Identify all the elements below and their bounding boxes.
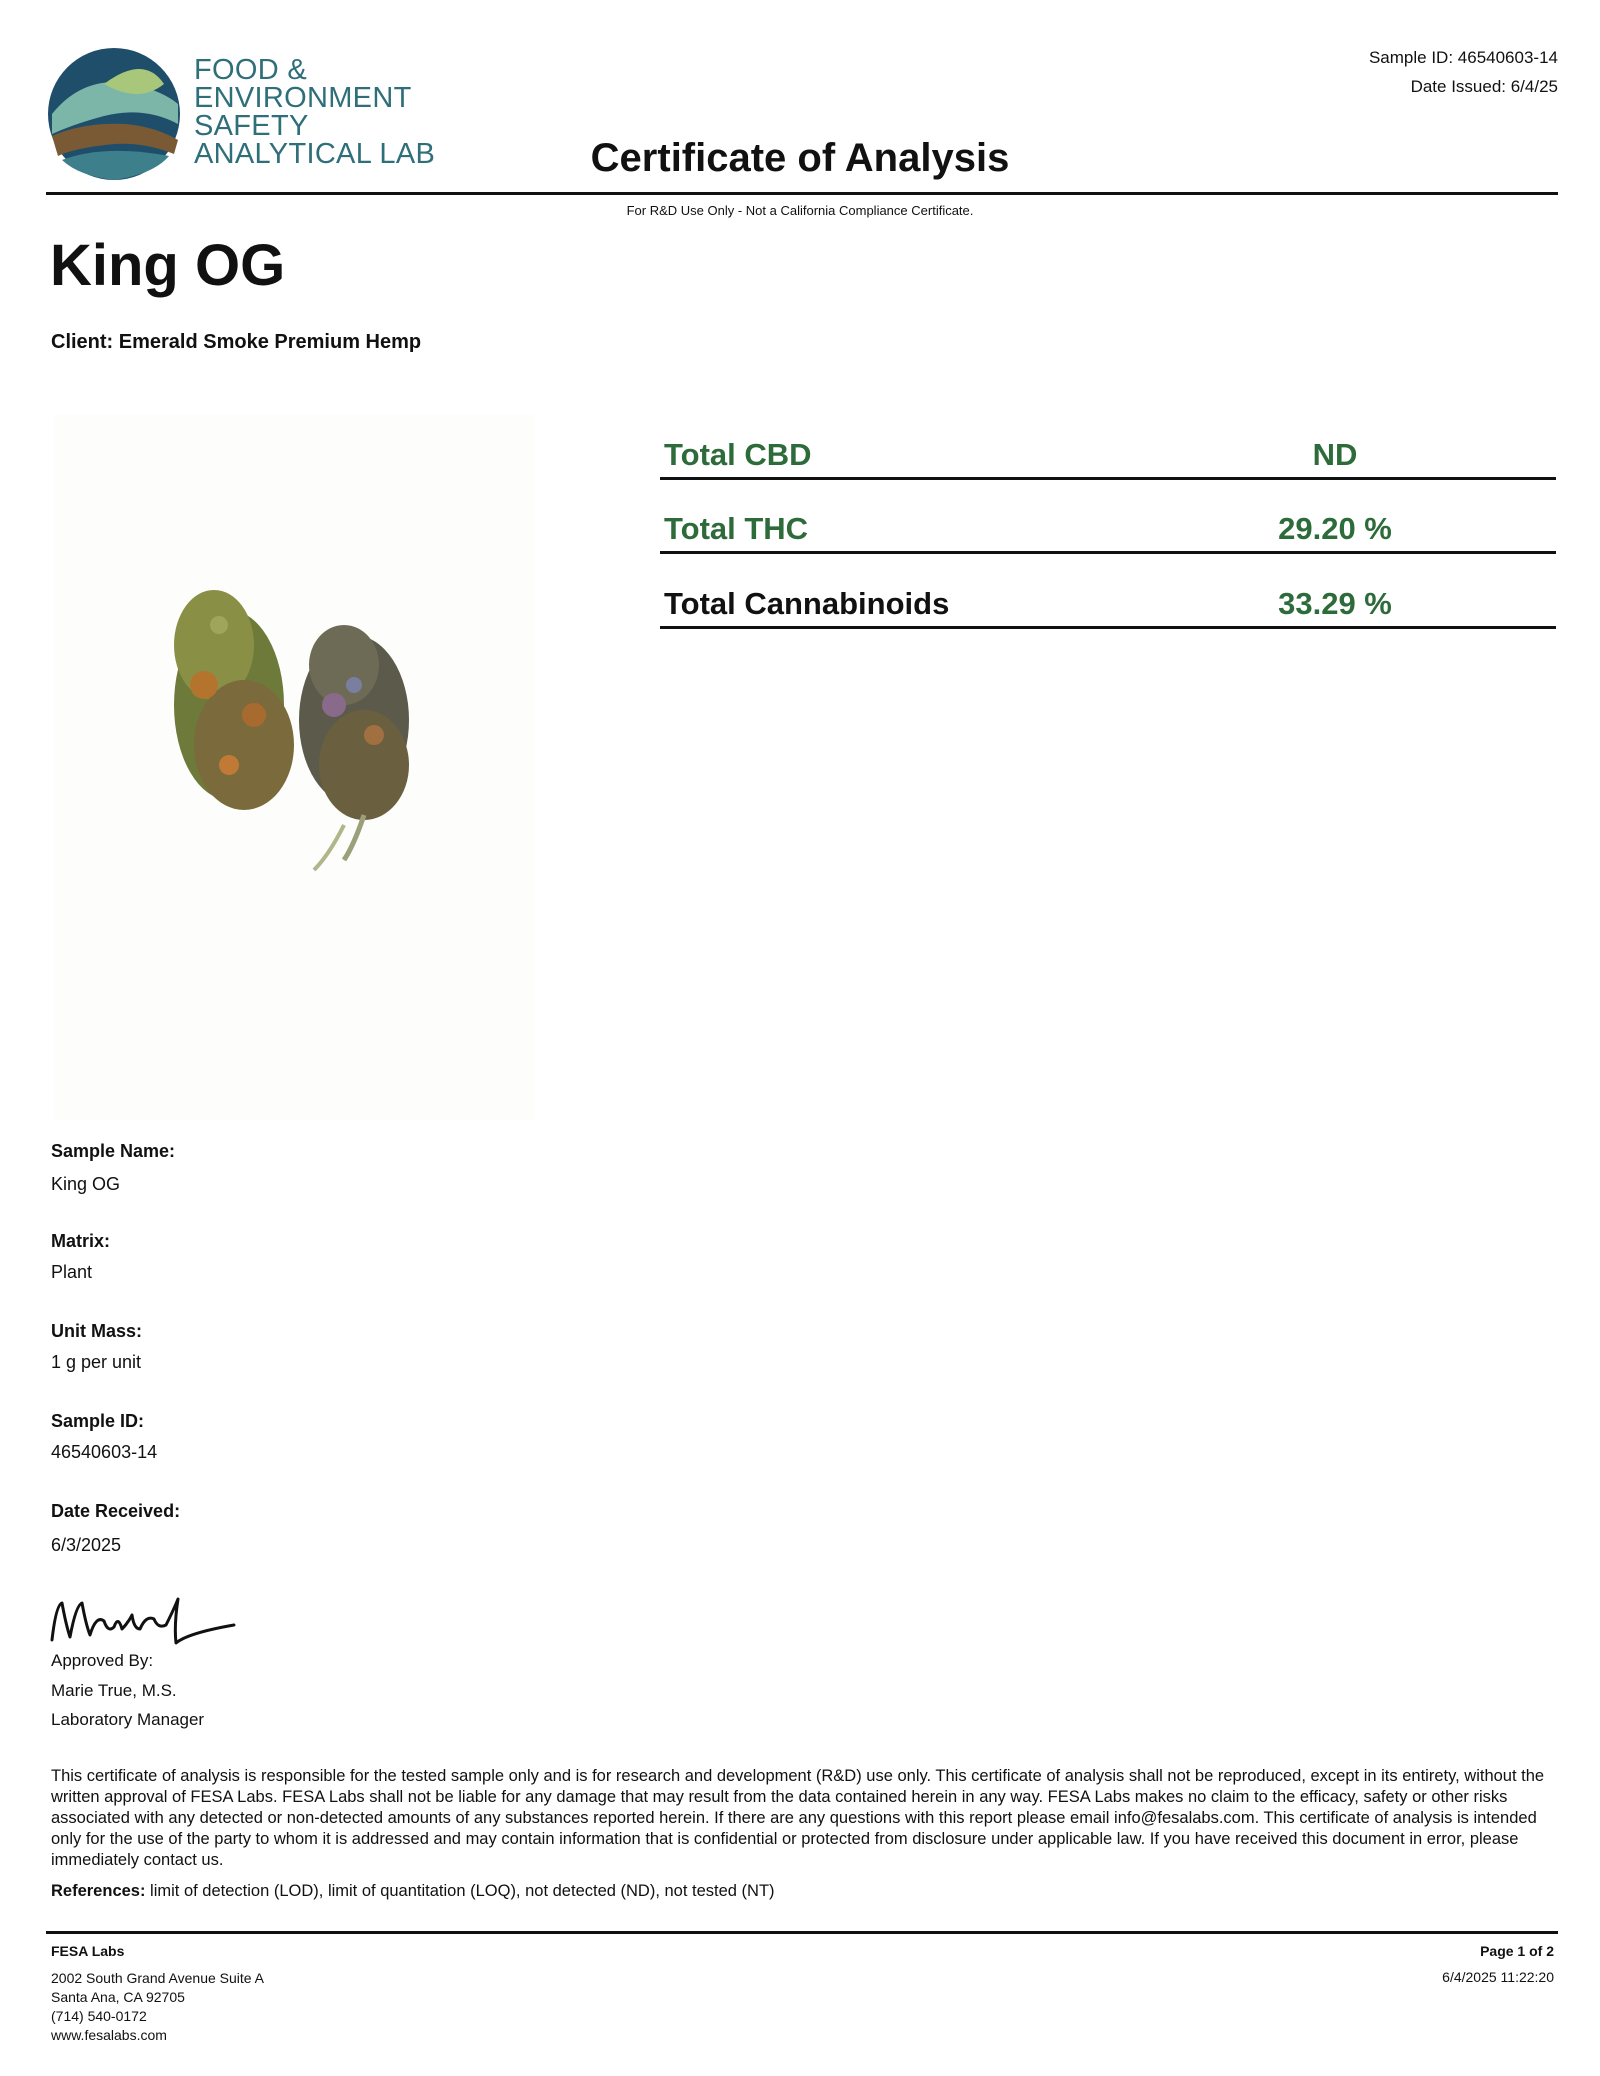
footer-company: FESA Labs: [51, 1943, 125, 1959]
detail-label-sample-id: Sample ID:: [51, 1411, 145, 1431]
summary-label: Total CBD: [664, 437, 812, 472]
approver-title: Laboratory Manager: [51, 1710, 205, 1729]
product-photo: [54, 415, 534, 1120]
references-text: limit of detection (LOD), limit of quantitation (LOQ), not detected (ND), not tested (NT): [145, 1882, 775, 1900]
footer-address-line: 2002 South Grand Avenue Suite A: [51, 1970, 265, 1986]
logo-line-1: FOOD &: [194, 54, 307, 86]
page-number: Page 1 of 2: [1480, 1943, 1554, 1959]
summary-row-total-thc: [660, 477, 1556, 554]
footer-address: [51, 1969, 264, 2045]
approved-by-label: Approved By:: [51, 1651, 154, 1670]
signature-mark: [48, 1585, 238, 1655]
summary-value: 33.29 %: [1278, 586, 1392, 621]
detail-value-matrix: Plant: [51, 1262, 93, 1282]
summary-value: ND: [1312, 437, 1358, 472]
footer-timestamp: 6/4/2025 11:22:20: [1442, 1969, 1554, 1985]
footer-website-link[interactable]: www.fesalabs.com: [51, 2027, 167, 2043]
header-date-issued: Date Issued: 6/4/25: [1410, 77, 1558, 96]
rd-disclaimer: For R&D Use Only - Not a California Compliance Certificate.: [626, 203, 974, 218]
detail-value-sample-id: 46540603-14: [51, 1442, 158, 1462]
detail-label-sample-name: Sample Name:: [51, 1141, 176, 1161]
references-line: [51, 1882, 775, 1901]
header-divider: [46, 192, 1558, 195]
page-title: Certificate of Analysis: [590, 136, 1010, 180]
detail-label-unit-mass: Unit Mass:: [51, 1321, 143, 1341]
client-name: Client: Emerald Smoke Premium Hemp: [51, 331, 422, 353]
product-title: King OG: [50, 233, 286, 298]
logo-line-3: SAFETY: [194, 110, 309, 142]
logo-line-2: ENVIRONMENT: [194, 82, 412, 114]
detail-value-date-received: 6/3/2025: [51, 1535, 122, 1555]
summary-label: Total THC: [664, 511, 809, 546]
logo-line-4: ANALYTICAL LAB: [194, 138, 436, 170]
footer-divider: [46, 1931, 1558, 1934]
header-sample-id: Sample ID: 46540603-14: [1368, 48, 1558, 67]
references-label: References:: [51, 1882, 146, 1900]
summary-value: 29.20 %: [1278, 511, 1392, 546]
summary-row-total-cannabinoids: [660, 552, 1556, 629]
footer-phone: (714) 540-0172: [51, 2008, 147, 2024]
detail-label-matrix: Matrix:: [51, 1231, 111, 1251]
detail-value-sample-name: King OG: [51, 1174, 121, 1194]
footer-address-line: Santa Ana, CA 92705: [51, 1989, 185, 2005]
summary-label: Total Cannabinoids: [664, 586, 950, 621]
summary-row-total-cbd: [660, 403, 1556, 480]
detail-label-date-received: Date Received:: [51, 1501, 181, 1521]
legal-disclaimer: This certificate of analysis is responsible for the tested sample only and is for research and development (R&D) use only. This certificate of analysis shall not be reproduced, except in its entirety, without the written approval of FESA Labs. FESA Labs shall not be liable for any damage that may result from the data contained herein in any way. FESA Labs makes no claim to the efficacy, safety or other risks associated with any detected or non-detected amounts of any substances reported herein. If there are any questions with this report please email info@fesalabs.com. This certificate of analysis is intended only for the use of the party to whom it is addressed and may contain information that is confidential or protected from disclosure under applicable law. If you have received this document in error, please immediately contact us.: [51, 1767, 1545, 1869]
approver-name: Marie True, M.S.: [51, 1681, 177, 1700]
detail-value-unit-mass: 1 g per unit: [51, 1352, 142, 1372]
